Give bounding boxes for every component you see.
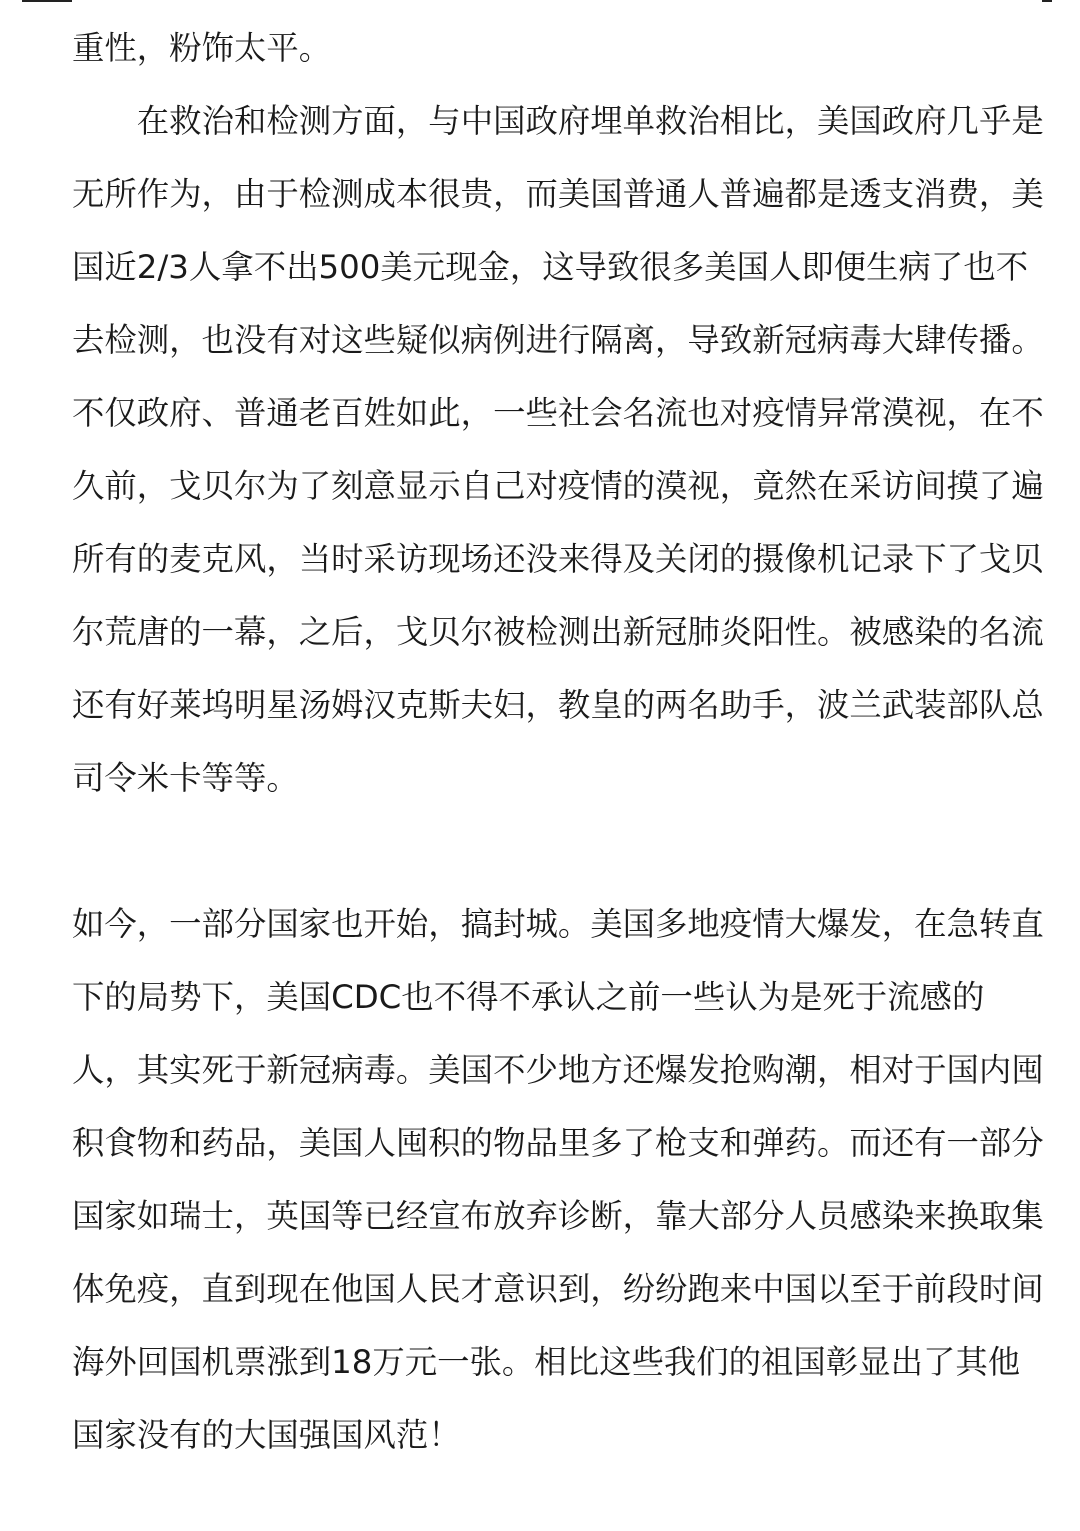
top-divider-left xyxy=(22,0,72,2)
paragraph-4: 如今，一部分国家也开始，搞封城。美国多地疫情大爆发，在急转直下的局势下，美国CDC也不得不承认之前一些认为是死于流感的人，其实死于新冠病毒。美国不少地方还爆发抢购潮，相对于国内囤积食物和药品，美国人囤积的物品里多了枪支和弹药。而还有一部分国家如瑞士，英国等已经宣布放弃诊断，靠大部分人员感染来换取集体免疫，直到现在他国人民才意识到，纷纷跑来中国以至于前段时间海外回国机票涨到18万元一张。相比这些我们的祖国彰显出了其他国家没有的大国强国风范！ xyxy=(72,905,1044,1454)
paragraph-1: 重性，粉饰太平。 xyxy=(72,29,332,67)
paragraph-3: 不仅政府、普通老百姓如此，一些社会名流也对疫情异常漠视，在不久前，戈贝尔为了刻意显示自己对疫情的漠视，竟然在采访间摸了遍所有的麦克风，当时采访现场还没来得及关闭的摄像机记录下了戈贝尔荒唐的一幕，之后，戈贝尔被检测出新冠肺炎阳性。被感染的名流还有好莱坞明星汤姆汉克斯夫妇，教皇的两名助手，波兰武装部队总司令米卡等等。 xyxy=(72,394,1044,797)
document-body xyxy=(72,12,1047,1472)
top-divider-right xyxy=(1042,0,1052,2)
paragraph-2: 在救治和检测方面，与中国政府埋单救治相比，美国政府几乎是无所作为，由于检测成本很贵，而美国普通人普遍都是透支消费，美国近2/3人拿不出500美元现金，这导致很多美国人即便生病了也不去检测，也没有对这些疑似病例进行隔离，导致新冠病毒大肆传播。 xyxy=(72,102,1044,359)
paragraph-spacer xyxy=(72,815,1047,888)
